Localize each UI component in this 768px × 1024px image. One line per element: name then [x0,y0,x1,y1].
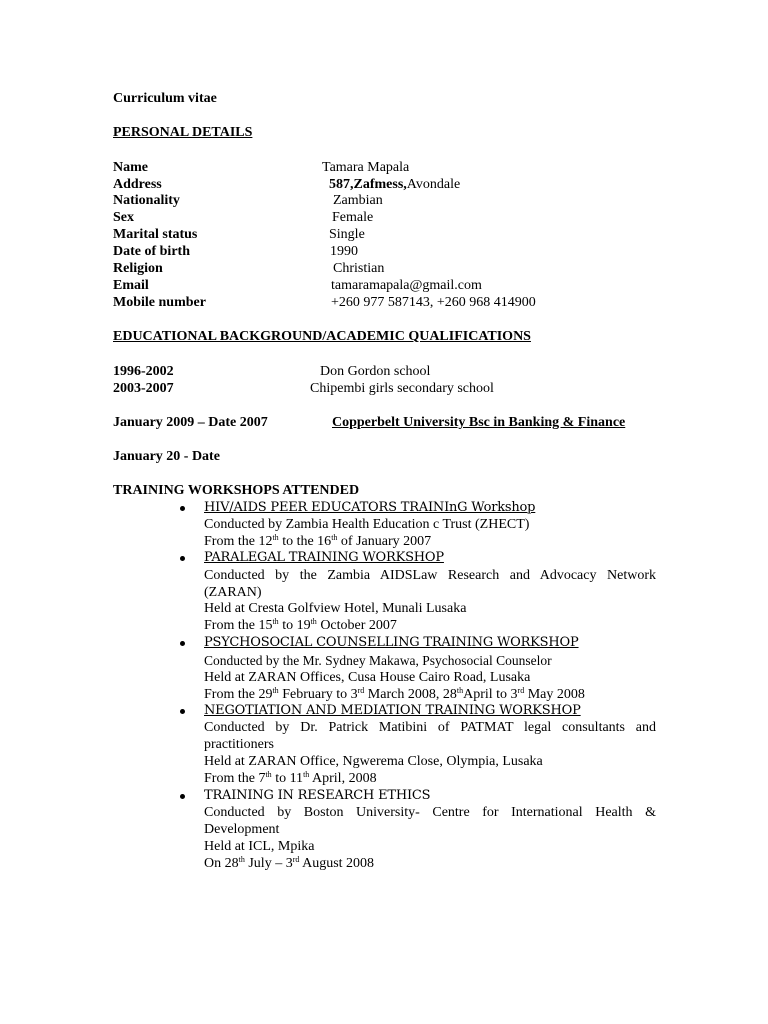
workshop-2-title: PARALEGAL TRAINING WORKSHOP [204,550,444,565]
date-text: August 2008 [299,856,375,871]
date-text: of January 2007 [337,534,432,549]
name-value: Tamara Mapala [322,160,410,175]
bullet-icon [180,506,185,511]
date-ordinal: rd [292,855,300,864]
education-period-1: 1996-2002 [113,364,174,379]
date-text: From the 29 [204,687,273,702]
workshop-2-dates [204,617,397,634]
date-of-birth-label: Date of birth [113,244,190,259]
date-text: From the 7 [204,771,266,786]
address-value [329,176,460,193]
date-ordinal: th [456,686,464,695]
workshop-1-dates [204,533,431,550]
education-heading: EDUCATIONAL BACKGROUND/ACADEMIC QUALIFICATIONS [113,329,531,344]
date-ordinal: th [272,617,279,626]
workshop-3-title: PSYCHOSOCIAL COUNSELLING TRAINING WORKSHOP [204,635,579,650]
workshop-4-dates [204,770,377,787]
workshop-3-venue: Held at ZARAN Offices, Cusa House Cairo Road, Lusaka [204,670,531,685]
mobile-number-label: Mobile number [113,295,206,310]
workshop-4-venue: Held at ZARAN Office, Ngwerema Close, Olympia, Lusaka [204,754,543,769]
date-ordinal: th [272,686,279,695]
date-text: February to 3 [278,687,358,702]
date-text: to 19 [278,618,311,633]
workshop-2-venue: Held at Cresta Golfview Hotel, Munali Lusaka [204,601,467,616]
bullet-icon [180,709,185,714]
date-of-birth-value: 1990 [330,244,358,259]
date-text: to the 16 [278,534,332,549]
date-text: March 2008, 28 [364,687,457,702]
education-period-2: 2003-2007 [113,381,174,396]
nationality-label: Nationality [113,193,180,208]
mobile-number-value: +260 977 587143, +260 968 414900 [331,295,536,310]
workshop-5-conducted-by: Conducted by Boston University- Centre for International Health & Development [204,805,656,837]
workshop-1-conducted-by: Conducted by Zambia Health Education c Trust (ZHECT) [204,517,530,532]
education-school-3: Copperbelt University Bsc in Banking & Finance [332,415,626,430]
bullet-icon [180,794,185,799]
workshop-3-dates [204,686,585,703]
sex-label: Sex [113,210,134,225]
date-text: May 2008 [524,687,585,702]
date-text: to 11 [271,771,304,786]
workshop-5-venue: Held at ICL, Mpika [204,839,315,854]
date-text: From the 15 [204,618,273,633]
date-ordinal: rd [357,686,365,695]
date-ordinal: th [265,770,272,779]
date-text: April, 2008 [309,771,377,786]
date-ordinal: th [303,770,310,779]
bullet-icon [180,641,185,646]
address-value-bold: 587,Zafmess, [329,177,407,192]
date-ordinal: rd [517,686,525,695]
education-school-1: Don Gordon school [320,364,431,379]
date-ordinal: th [331,533,338,542]
workshop-5-title: TRAINING IN RESEARCH ETHICS [204,788,431,803]
bullet-icon [180,556,185,561]
personal-details-heading: PERSONAL DETAILS [113,125,253,140]
email-value: tamaramapala@gmail.com [331,278,482,293]
workshop-4-conducted-by: Conducted by Dr. Patrick Matibini of PATMAT legal consultants and practitioners [204,720,656,752]
workshop-2-conducted-by: Conducted by the Zambia AIDSLaw Research and Advocacy Network (ZARAN) [204,568,656,600]
marital-status-value: Single [329,227,365,242]
workshop-5-dates [204,855,374,872]
name-label: Name [113,160,148,175]
education-period-4: January 20 - Date [113,449,220,464]
address-label: Address [113,177,162,192]
workshop-1-title: HIV/AIDS PEER EDUCATORS TRAINInG Workshop [204,500,536,515]
doc-title: Curriculum vitae [113,91,217,106]
date-text: April to 3 [463,687,518,702]
education-period-3: January 2009 – Date 2007 [113,415,268,430]
education-school-2: Chipembi girls secondary school [310,381,494,396]
religion-label: Religion [113,261,163,276]
date-text: July – 3 [244,856,293,871]
workshop-3-conducted-by: Conducted by the Mr. Sydney Makawa, Psychosocial Counselor [204,653,552,668]
sex-value: Female [332,210,374,225]
date-ordinal: th [238,855,245,864]
date-ordinal: th [310,617,317,626]
religion-value: Christian [333,261,385,276]
date-text: October 2007 [316,618,397,633]
nationality-value: Zambian [333,193,383,208]
workshop-4-title: NEGOTIATION AND MEDIATION TRAINING WORKSHOP [204,703,581,718]
date-text: On 28 [204,856,239,871]
marital-status-label: Marital status [113,227,198,242]
address-value-rest: Avondale [406,177,461,192]
training-heading: TRAINING WORKSHOPS ATTENDED [113,483,360,498]
date-ordinal: th [272,533,279,542]
date-text: From the 12 [204,534,273,549]
email-label: Email [113,278,149,293]
